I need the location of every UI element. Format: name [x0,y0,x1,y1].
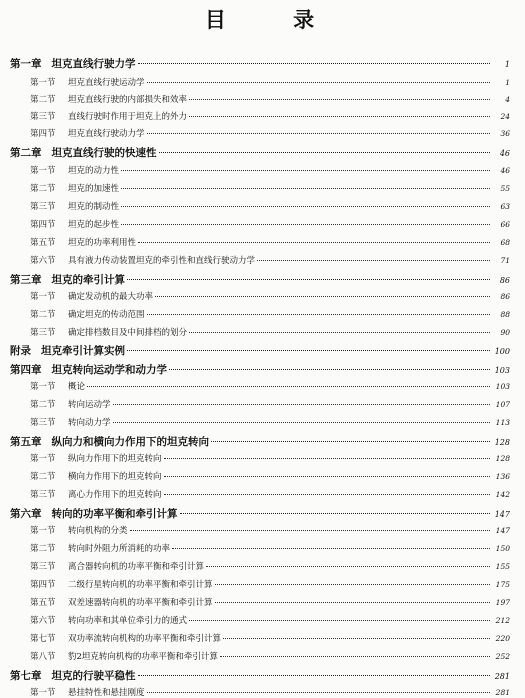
toc-entry-number: 第二节 [30,472,56,482]
leader-dots [147,692,490,693]
toc-page-number: 86 [500,292,510,301]
toc-entry-title: 坦克转向运动学和动力学 [51,364,167,376]
toc-entry-label [30,236,136,248]
toc-section-row [30,488,510,500]
toc-section-row [30,632,510,644]
toc-page-number: 113 [495,418,510,427]
leader-dots [127,279,490,280]
toc-page-number: 128 [494,438,510,447]
toc-page-number: 36 [500,129,510,138]
toc-entry-label [30,632,221,644]
toc-entry-number: 第六章 [10,508,42,520]
toc-section-row [30,452,510,464]
toc-section-row [30,182,510,194]
toc-entry-title: 悬挂特性和悬挂刚度 [68,688,145,698]
leader-dots [169,369,490,370]
leader-dots [121,188,490,189]
toc-section-row [30,254,510,266]
toc-entry-title: 坦克的加速性 [68,184,120,194]
toc-page-number: 86 [499,276,510,285]
toc-entry-label [30,542,170,554]
toc-page-number: 212 [495,616,510,625]
toc-entry-number: 第四节 [30,220,56,230]
toc-entry-number: 第一章 [10,58,42,70]
toc-entry-title: 坦克的动力性 [68,166,120,176]
toc-entry-number: 第三节 [30,112,56,122]
toc-entry-label [30,290,153,302]
toc-entry-label [30,524,128,536]
toc-entry-title: 确定坦克的传动范围 [68,310,145,320]
toc-page-number: 100 [494,347,510,356]
toc-entry-number: 第五节 [30,238,56,248]
toc-section-row [30,236,510,248]
leader-dots [164,476,490,477]
toc-entry-number: 第一节 [30,526,56,536]
leader-dots [138,675,491,676]
toc-entry-label [10,362,167,377]
toc-entry-title: 双功率流转向机构的功率平衡和牵引计算 [68,634,222,644]
toc-page-number: 147 [494,510,510,519]
toc-entry-title: 豹2坦克转向机构的功率平衡和牵引计算 [68,652,218,662]
toc-entry-label [10,434,209,449]
toc-page-number: 55 [500,184,510,193]
toc-entry-label [30,686,145,698]
toc-page-number: 220 [495,634,510,643]
leader-dots [215,584,490,585]
leader-dots [189,99,490,100]
leader-dots [172,548,490,549]
toc-entry-number: 第三节 [30,418,56,428]
toc-page-number: 103 [494,366,510,375]
toc-entry-title: 横向力作用下的坦克转向 [68,472,162,482]
toc-page-number: 1 [504,60,510,69]
toc-entry-number: 附录 [10,345,31,357]
toc-page-number: 88 [500,310,510,319]
toc-section-row [30,416,510,428]
toc-page-number: 71 [500,256,510,265]
toc-entry-number: 第二章 [10,147,42,159]
toc-entry-number: 第四章 [10,364,42,376]
toc-entry-title: 纵向力作用下的坦克转向 [68,454,162,464]
toc-section-row [30,200,510,212]
toc-page-number: 281 [495,688,510,697]
toc-entry-title: 坦克直线行驶的快速性 [51,147,157,159]
toc-entry-title: 转向运动学 [68,400,111,410]
toc-section-row [30,614,510,626]
toc-entry-title: 坦克直线行驶运动学 [68,78,145,88]
toc-chapter-row [10,272,510,287]
toc-chapter-row [10,145,510,160]
toc-entry-title: 转向功率和其单位牵引力的通式 [68,616,188,626]
toc-section-row [30,110,510,122]
toc-page-number: 90 [500,328,510,337]
toc-entry-number: 第八节 [30,652,56,662]
leader-dots [130,530,490,531]
toc-entry-title: 坦克牵引计算实例 [41,345,125,357]
leader-dots [113,404,490,405]
toc-entry-label [30,218,119,230]
toc-entry-label [30,182,119,194]
toc-page-number: 46 [500,166,510,175]
toc-entry-title: 坦克的制动性 [68,202,120,212]
toc-section-row [30,164,510,176]
toc-page-number: 63 [500,202,510,211]
toc-entry-number: 第一节 [30,166,56,176]
toc-entry-title: 坦克的起步性 [68,220,120,230]
toc-section-row [30,650,510,662]
toc-section-row [30,542,510,554]
toc-page-number: 150 [495,544,510,553]
toc-page-number: 107 [495,400,510,409]
toc-entry-label [30,127,145,139]
toc-entry-number: 第四节 [30,129,56,139]
leader-dots [211,441,490,442]
toc-page-number: 175 [495,580,510,589]
toc-entry-title: 确定发动机的最大功率 [68,292,154,302]
leader-dots [189,332,490,333]
toc-entry-number: 第五节 [30,598,56,608]
toc-entry-label [30,308,145,320]
toc-section-row [30,596,510,608]
toc-page-number: 142 [495,490,510,499]
toc-page-number: 68 [500,238,510,247]
toc-entry-number: 第二节 [30,184,56,194]
toc-entry-number: 第一节 [30,382,56,392]
toc-entry-title: 转向时外阻力所消耗的功率 [68,544,171,554]
toc-entry-label [30,488,162,500]
toc-page-number: 24 [500,112,510,121]
toc-page-number: 4 [505,95,510,104]
toc-entry-number: 第三节 [30,562,56,572]
toc-entry-label [10,668,136,683]
toc-page-number: 147 [495,526,510,535]
toc-entry-title: 纵向力和横向力作用下的坦克转向 [51,436,209,448]
toc-entry-number: 第二节 [30,400,56,410]
toc-entry-title: 坦克的功率利用性 [68,238,137,248]
toc-entry-number: 第六节 [30,256,56,266]
toc-entry-label [30,398,111,410]
toc-page-number: 66 [500,220,510,229]
leader-dots [147,314,490,315]
leader-dots [113,422,490,423]
leader-dots [121,170,490,171]
toc-page-number: 128 [495,454,510,463]
leader-dots [147,82,490,83]
toc-entry-title: 转向动力学 [68,418,111,428]
toc-entry-title: 坦克的行驶平稳性 [51,670,136,682]
leader-dots [121,224,490,225]
leader-dots [87,386,490,387]
toc-entry-number: 第三章 [10,274,42,286]
toc-entry-title: 转向的功率平衡和牵引计算 [51,508,178,520]
toc-chapter-row [10,343,510,358]
leader-dots [180,513,491,514]
toc-entry-title: 具有液力传动装置坦克的牵引性和直线行驶动力学 [68,256,256,266]
toc-entry-label [30,93,187,105]
toc-entry-number: 第三节 [30,490,56,500]
leader-dots [189,116,490,117]
toc-entry-number: 第一节 [30,688,56,698]
toc-entry-title: 坦克直线行驶的内部损失和效率 [68,95,188,105]
toc-section-row [30,326,510,338]
toc-section-row [30,76,510,88]
toc-entry-label [30,164,119,176]
toc-entry-label [30,200,119,212]
toc-entry-title: 离合器转向机的功率平衡和牵引计算 [68,562,205,572]
toc-chapter-row [10,668,510,683]
toc-entry-title: 二级行星转向机的功率平衡和牵引计算 [68,580,213,590]
toc-page-number: 103 [495,382,510,391]
toc-entry-number: 第一节 [30,78,56,88]
leader-dots [155,296,490,297]
toc-entry-label [30,560,204,572]
leader-dots [257,260,490,261]
toc-entry-label [30,76,145,88]
toc-entry-label [30,578,213,590]
leader-dots [189,620,490,621]
toc-chapter-row [10,434,510,449]
toc-entry-number: 第六节 [30,616,56,626]
page-title: 目 录 [204,7,345,32]
toc-entry-label [10,506,178,521]
toc-entry-title: 概论 [68,382,86,392]
toc-entry-title: 确定排档数目及中间排档的划分 [68,328,188,338]
toc-entry-label [30,380,85,392]
toc-page-number: 1 [505,78,510,87]
toc-entry-label [30,614,187,626]
toc-entry-label [10,272,125,287]
toc-entry-label [10,145,157,160]
toc-page-number: 197 [495,598,510,607]
toc-entry-label [30,650,218,662]
toc-page-number: 46 [499,149,510,158]
toc-section-row [30,578,510,590]
toc-entry-title: 坦克的牵引计算 [51,274,125,286]
toc-entry-number: 第三节 [30,328,56,338]
toc-entry-number: 第一节 [30,454,56,464]
leader-dots [215,602,490,603]
toc-entry-title: 坦克直线行驶动力学 [68,129,145,139]
leader-dots [147,133,490,134]
leader-dots [159,152,491,153]
leader-dots [127,350,490,351]
leader-dots [138,63,491,64]
leader-dots [223,638,490,639]
toc-entry-number: 第三节 [30,202,56,212]
leader-dots [220,656,490,657]
toc-entry-number: 第七节 [30,634,56,644]
toc-chapter-row [10,56,510,71]
leader-dots [121,206,490,207]
toc-entry-title: 转向机构的分类 [68,526,128,536]
toc-section-row [30,380,510,392]
toc-entry-label [10,56,136,71]
toc-page-number: 281 [494,672,510,681]
toc-entry-label [30,470,162,482]
toc-entry-title: 离心力作用下的坦克转向 [68,490,162,500]
toc-entry-number: 第一节 [30,292,56,302]
toc-entry-label [30,596,213,608]
toc-entry-title: 直线行驶时作用于坦克上的外力 [68,112,188,122]
toc-section-row [30,308,510,320]
toc-entry-title: 坦克直线行驶力学 [51,58,136,70]
toc-section-row [30,93,510,105]
toc-page-number: 136 [495,472,510,481]
leader-dots [206,566,490,567]
toc-entry-number: 第五章 [10,436,42,448]
leader-dots [164,494,490,495]
toc-entry-label [30,416,111,428]
toc-entry-label [10,343,125,358]
toc-entry-label [30,452,162,464]
toc-section-row [30,218,510,230]
toc-section-row [30,290,510,302]
toc-entry-label [30,326,187,338]
toc-section-row [30,398,510,410]
toc-page-number: 252 [495,652,510,661]
toc-section-row [30,127,510,139]
toc-entry-label [30,110,187,122]
toc-section-row [30,560,510,572]
toc-entry-number: 第二节 [30,95,56,105]
leader-dots [138,242,490,243]
toc-entry-number: 第七章 [10,670,42,682]
toc-entry-number: 第四节 [30,580,56,590]
toc-section-row [30,470,510,482]
toc-page-number: 155 [495,562,510,571]
leader-dots [164,458,490,459]
toc-chapter-row [10,362,510,377]
toc-entry-label [30,254,255,266]
toc-entry-number: 第二节 [30,310,56,320]
toc-entry-number: 第二节 [30,544,56,554]
toc-chapter-row [10,506,510,521]
toc-section-row [30,686,510,698]
toc-entry-title: 双差速器转向机的功率平衡和牵引计算 [68,598,213,608]
toc-section-row [30,524,510,536]
